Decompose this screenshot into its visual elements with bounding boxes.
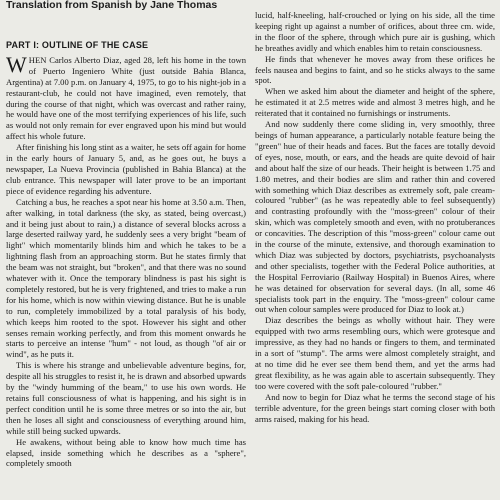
- right-column: [255, 10, 495, 424]
- paragraph-3: Catching a bus, he reaches a spot near his home at 3.50 a.m. Then, after walking, in total darkness (the sky, as stated, being overcast,) and it being just about to rain,) a distance of several blocks across a large deserted railway yard, he suddenly sees a very bright "beam of light" which momentarily blinds him and which he takes to be a lightning flash from an approaching storm. But he states firmly that the beam was not straight, but "broken", and that there was no sound whatever with it. Once the temporary blindness is past his sight is completely restored, but he is very frightened, and tries to make a run for his home, which is now within viewing distance. But he is unable to run, completely immobilized by a total paralysis of his body, which keeps him rooted to the spot. However his sight and other senses remain working perfectly, and from this moment onwards he starts to perceive an intense "hum" - not loud, as though "of air or wind", as he puts it.: [6, 196, 246, 360]
- paragraph-11: And now to begin for Diaz what he terms the second stage of his terrible adventure, for the green beings start coming closer with both arms raised, making for his head.: [255, 391, 495, 424]
- paragraph-8: When we asked him about the diameter and height of the sphere, he estimated it at 2.5 metres wide and almost 3 metres high, and he reiterated that it contained no furnishings or instruments.: [255, 86, 495, 119]
- left-column: [6, 40, 246, 469]
- paragraph-7: He finds that whenever he moves away from these orifices he feels nausea and begins to faint, and so he sticks always to the same spot.: [255, 53, 495, 86]
- paragraph-4: This is where his strange and unbelievable adventure begins, for, despite all his struggles to resist it, he is drawn and absorbed upwards by the "windy humming of the beam," to use his own words. He retains full consciousness of what is happening, and his sight is in perfect condition until he is some three metres or so into the air, but then he loses all sight and consciousness of everything around him, while still being sucked upwards.: [6, 360, 246, 436]
- paragraph-10: Diaz describes the beings as wholly without hair. They were equipped with two arms resembling ours, which were grotesque and impressive, as they had no hands or fingers to them, and terminated in a sort of "stump". The arms were almost completely straight, and at no time did he ever see them bend them, and yet the arms had great flexibility, as he was again able to ascertain subsequently. They too were covered with the soft pale-coloured "rubber.": [255, 315, 495, 391]
- drop-cap: W: [6, 51, 27, 77]
- section-title: PART I: OUTLINE OF THE CASE: [6, 40, 149, 50]
- paragraph-9: And now suddenly there come sliding in, very smoothly, three beings of human appearance, a particularly notable feature being the "green" hue of their heads and faces. But the faces are totally devoid of eyes, nose, mouth, or ears, and the heads are quite devoid of hair and about half the size of our heads. Their height is between 1.75 and 1.80 metres, and their bodies are slim and rather thin and covered with something which Diaz describes as extremely soft, pale cream-coloured "rubber" (as he was repeatedly able to feel subsequently) and contrasting profoundly with the "moss-green" colour of their skin, which was completely smooth and even, with no protuberances or concavities. The description of this "moss-green" colour came out in the course of the minute, extensive, and thorough examination to which Diaz was subjected by doctors, psychiatrists, psychoanalysts and other specialists, together with the Federal Police authorities, at the Hospital Ferroviario (Railway Hospital) in Buenos Aires, where he was detained for observation for several days. (In all, some 46 specialists took part in the enquiry. The "moss-green" colour came out when colour samples were produced for Diaz to look at.): [255, 119, 495, 315]
- paragraph-1: [6, 51, 246, 142]
- paragraph-1-text: HEN Carlos Alberto Diaz, aged 28, left his home in the town of Puerto Ingeniero White (just outside Bahia Blanca, Argentina) at 7.00 p.m. on January 4, 1975, to go to his night-job in a restaurant-club, he could not have imagined, even remotely, that during the course of that night, which was overcast and rather rainy, he would have one of the most terrifying experiences of his life, such as would not only remain for ever engraved upon his mind but would affect his whole future.: [6, 54, 246, 142]
- paragraph-6: lucid, half-kneeling, half-crouched or lying on his side, all the time keeping right up against a number of orifices, about three cm. wide, in the floor of the sphere, through which pure air is gushing, which he breathes avidly and which enables him to retain consciousness.: [255, 10, 495, 53]
- translation-credit: Translation from Spanish by Jane Thomas: [6, 0, 218, 11]
- paragraph-2: After finishing his long stint as a waiter, he sets off again for home in the early hours of January 5, and, as he goes out, he buys a newspaper, La Nueva Provincia (published in Bahia Blanca) at the club entrance. This newspaper will later prove to be an important piece of evidence regarding his adventure.: [6, 142, 246, 196]
- paragraph-5: He awakens, without being able to know how much time has elapsed, inside something which he describes as a "sphere", completely smooth: [6, 436, 246, 469]
